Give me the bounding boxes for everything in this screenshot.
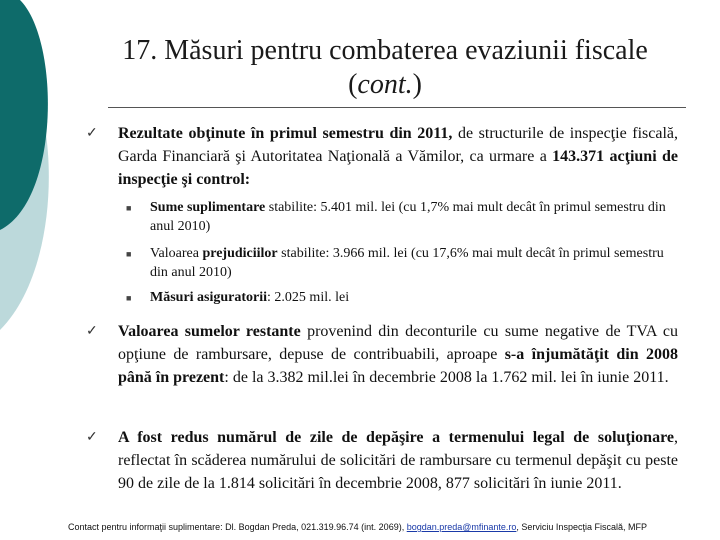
sub-bullet-damages: Valoarea prejudiciilor stabilite: 3.966 mil. lei (cu 17,6% mai mult decât în primul semestru din anul 2010)	[150, 246, 664, 280]
title-divider	[108, 107, 686, 108]
square-bullet-icon: ■	[126, 249, 132, 259]
sub-bullet-additional-sums: Sume suplimentare stabilite: 5.401 mil. lei (cu 1,7% mai mult decât în primul semestru din anul 2010)	[150, 200, 666, 234]
square-bullet-icon: ■	[126, 293, 132, 303]
title-italic: cont.	[357, 69, 413, 100]
checkmark-icon: ✓	[86, 430, 98, 445]
decorative-shapes	[0, 0, 80, 330]
footer-contact: Contact pentru informaţii suplimentare: Dl. Bogdan Preda, 021.319.96.74 (int. 2069), bogdan.preda@mfinante.ro, Serviciu Inspecţia Fiscală, MFP	[68, 522, 647, 532]
page-title: 17. Măsuri pentru combaterea evaziunii fiscale (cont.)	[122, 35, 648, 100]
email-link[interactable]: bogdan.preda@mfinante.ro	[406, 522, 517, 532]
sub-bullet-measures: Măsuri asiguratorii: 2.025 mil. lei	[150, 290, 350, 305]
bullet-outstanding-amounts: Valoarea sumelor restante provenind din deconturile cu sume negative de TVA cu opţiune de rambursare, depuse de contribuabili, aproape s-a înjumătăţit din 2008 până în prezent: de la 3.382 mil.lei în decembrie 2008 la 1.762 mil. lei în iunie 2011.	[118, 323, 678, 386]
bullet-reduced-days: A fost redus numărul de zile de depăşire a termenului legal de soluţionare, reflectat în scăderea numărului de solicitări de rambursare cu termenul depăşit cu peste 90 de zile de la 1.814 solicitări în decembrie 2008, 877 solicitări în iunie 2011.	[118, 429, 678, 492]
bullet-results: Rezultate obţinute în primul semestru din 2011, de structurile de inspecţie fiscală, Garda Financiară şi Autoritatea Naţională a Vămilor, ca urmare a 143.371 acţiuni de inspecţie şi control:	[118, 125, 679, 188]
square-bullet-icon: ■	[126, 203, 132, 213]
checkmark-icon: ✓	[86, 126, 98, 141]
checkmark-icon: ✓	[86, 324, 98, 339]
